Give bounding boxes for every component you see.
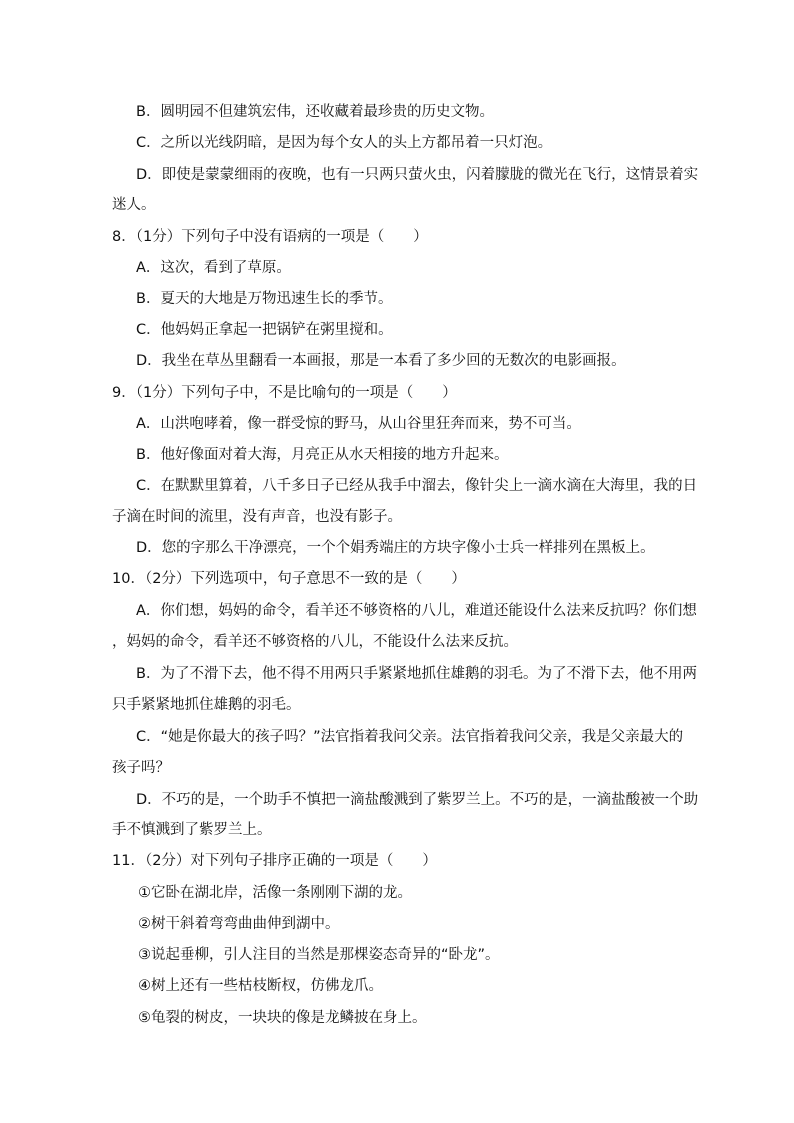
- q11-stem: 11．（2分）对下列句子排序正确的一项是（ ）: [112, 853, 437, 869]
- q8-option-b: B．夏天的大地是万物迅速生长的季节。: [136, 291, 393, 307]
- q10-option-b-line1: B．为了不滑下去，他不得不用两只手紧紧地抓住雄鹅的羽毛。为了不滑下去，他不用两: [136, 666, 697, 682]
- q9-option-a: A．山洪咆哮着，像一群受惊的野马，从山谷里狂奔而来，势不可当。: [136, 416, 581, 432]
- q9-option-c-line1: C．在默默里算着，八千多日子已经从我手中溜去，像针尖上一滴水滴在大海里，我的日: [136, 478, 698, 494]
- q8-stem: 8．（1分）下列句子中没有语病的一项是（ ）: [112, 229, 428, 245]
- q7-option-d-line1: D．即使是蒙蒙细雨的夜晚，也有一只两只萤火虫，闪着朦胧的微光在飞行，这情景着实: [136, 167, 699, 183]
- q9-option-d: D．您的字那么干净漂亮，一个个娟秀端庄的方块字像小士兵一样排列在黑板上。: [136, 540, 655, 556]
- q7-option-c: C．之所以光线阴暗，是因为每个女人的头上方都吊着一只灯泡。: [136, 135, 553, 151]
- q10-option-c-line1: C．“她是你最大的孩子吗？”法官指着我问父亲。法官指着我问父亲，我是父亲最大的: [136, 729, 684, 745]
- q11-sentence-5: ⑤龟裂的树皮，一块块的像是龙鳞披在身上。: [138, 1010, 427, 1026]
- q11-sentence-3: ③说起垂柳，引人注目的当然是那棵姿态奇异的“卧龙”。: [138, 947, 500, 963]
- q11-sentence-2: ②树干斜着弯弯曲曲伸到湖中。: [138, 916, 340, 932]
- q7-option-b: B．圆明园不但建筑宏伟，还收藏着最珍贵的历史文物。: [136, 104, 494, 120]
- q10-option-a-line1: A．你们想，妈妈的命令，看羊还不够资格的八儿，难道还能设什么法来反抗吗？你们想: [136, 603, 697, 619]
- q10-option-b-line2: 只手紧紧地抓住雄鹅的羽毛。: [112, 697, 301, 713]
- q10-option-d-line2: 手不慎溅到了紫罗兰上。: [112, 822, 272, 838]
- q10-option-c-line2: 孩子吗？: [112, 760, 170, 776]
- q8-option-d: D．我坐在草丛里翻看一本画报，那是一本看了多少回的无数次的电影画报。: [136, 353, 626, 369]
- q11-sentence-1: ①它卧在湖北岸，活像一条刚刚下湖的龙。: [138, 885, 412, 901]
- q9-stem: 9．（1分）下列句子中，不是比喻句的一项是（ ）: [112, 385, 457, 401]
- q9-option-b: B．他好像面对着大海，月亮正从水天相接的地方升起来。: [136, 447, 509, 463]
- q11-sentence-4: ④树上还有一些枯枝断杈，仿佛龙爪。: [138, 978, 383, 994]
- q8-option-a: A．这次，看到了草原。: [136, 260, 291, 276]
- q10-option-a-line2: ，妈妈的命令，看羊还不够资格的八儿，不能设什么法来反抗。: [112, 634, 518, 650]
- q10-stem: 10．（2分）下列选项中，句子意思不一致的是（ ）: [112, 571, 466, 587]
- q9-option-c-line2: 子滴在时间的流里，没有声音，也没有影子。: [112, 509, 402, 525]
- q10-option-d-line1: D．不巧的是，一个助手不慎把一滴盐酸溅到了紫罗兰上。不巧的是，一滴盐酸被一个助: [136, 792, 699, 808]
- q8-option-c: C．他妈妈正拿起一把锅铲在粥里搅和。: [136, 322, 393, 338]
- q7-option-d-line2: 迷人。: [112, 197, 156, 213]
